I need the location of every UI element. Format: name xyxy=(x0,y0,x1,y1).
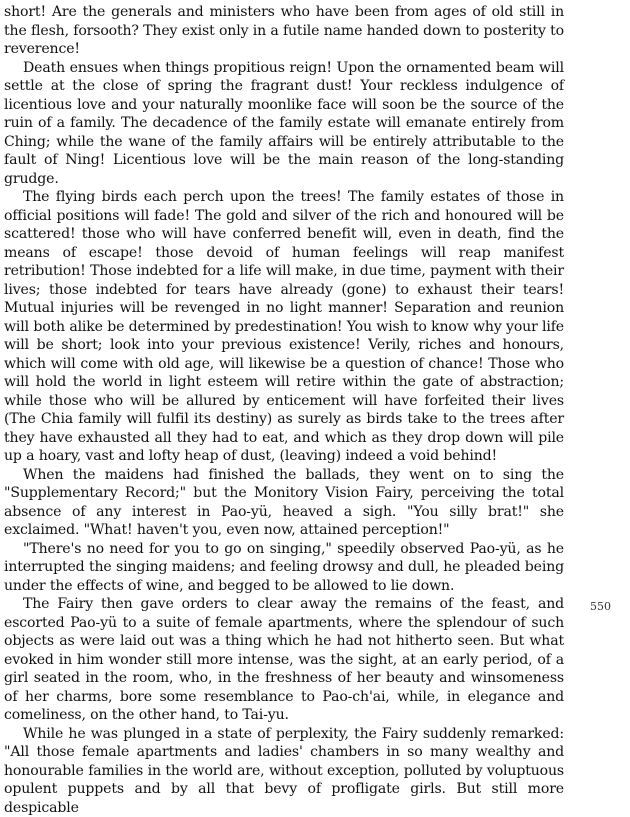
page-number: 550 xyxy=(590,600,611,613)
paragraph: The flying birds each perch upon the trees! The family estates of those in official positions will fade! The gold and silver of the rich and honoured will be scattered! those who will have conferred benefit will, even in death, find the means of escape! those devoid of human feelings will reap manifest retribution! Those indebted for a life will make, in due time, payment with their lives; those indebted for tears have already (gone) to exhaust their tears! Mutual injuries will be revenged in no light manner! Separation and reunion will both alike be determined by predestination! You wish to know why your life will be short; look into your previous existence! Verily, riches and honours, which will come with old age, will likewise be a question of chance! Those who will hold the world in light esteem will retire within the gate of abstraction; while those who will be allured by enticement will have forfeited their lives (The Chia family will fulfil its destiny) as surely as birds take to the trees after they have exhausted all they had to eat, and which as they drop down will pile up a hoary, vast and lofty heap of dust, (leaving) indeed a void behind! xyxy=(4,188,564,466)
paragraph: "There's no need for you to go on singing," speedily observed Pao-yü, as he interrupted the singing maidens; and feeling drowsy and dull, he pleaded being under the effects of wine, and begged to be allowed to lie down. xyxy=(4,540,564,596)
paragraph: Death ensues when things propitious reign! Upon the ornamented beam will settle at the close of spring the fragrant dust! Your reckless indulgence of licentious love and your naturally moonlike face will soon be the source of the ruin of a family. The decadence of the family estate will emanate entirely from Ching; while the wane of the family affairs will be entirely attributable to the fault of Ning! Licentious love will be the main reason of the long-standing grudge. xyxy=(4,59,564,189)
paragraph-continued: short! Are the generals and ministers who have been from ages of old still in the flesh, forsooth? They exist only in a futile name handed down to posterity to reverence! xyxy=(4,3,564,59)
page-text xyxy=(4,3,564,817)
paragraph: The Fairy then gave orders to clear away the remains of the feast, and escorted Pao-yü to a suite of female apartments, where the splendour of such objects as were laid out was a thing which he had not hitherto seen. But what evoked in him wonder still more intense, was the sight, at an early period, of a girl seated in the room, who, in the freshness of her beauty and winsomeness of her charms, bore some resemblance to Pao-ch'ai, while, in elegance and comeliness, on the other hand, to Tai-yu. xyxy=(4,595,564,725)
paragraph: When the maidens had finished the ballads, they went on to sing the "Supplementary Record;" but the Monitory Vision Fairy, perceiving the total absence of any interest in Pao-yü, heaved a sigh. "You silly brat!" she exclaimed. "What! haven't you, even now, attained perception!" xyxy=(4,466,564,540)
paragraph: While he was plunged in a state of perplexity, the Fairy suddenly remarked: "All those female apartments and ladies' chambers in so many wealthy and honourable families in the world are, without exception, polluted by voluptuous opulent puppets and by all that bevy of profligate girls. But still more despicable xyxy=(4,725,564,817)
